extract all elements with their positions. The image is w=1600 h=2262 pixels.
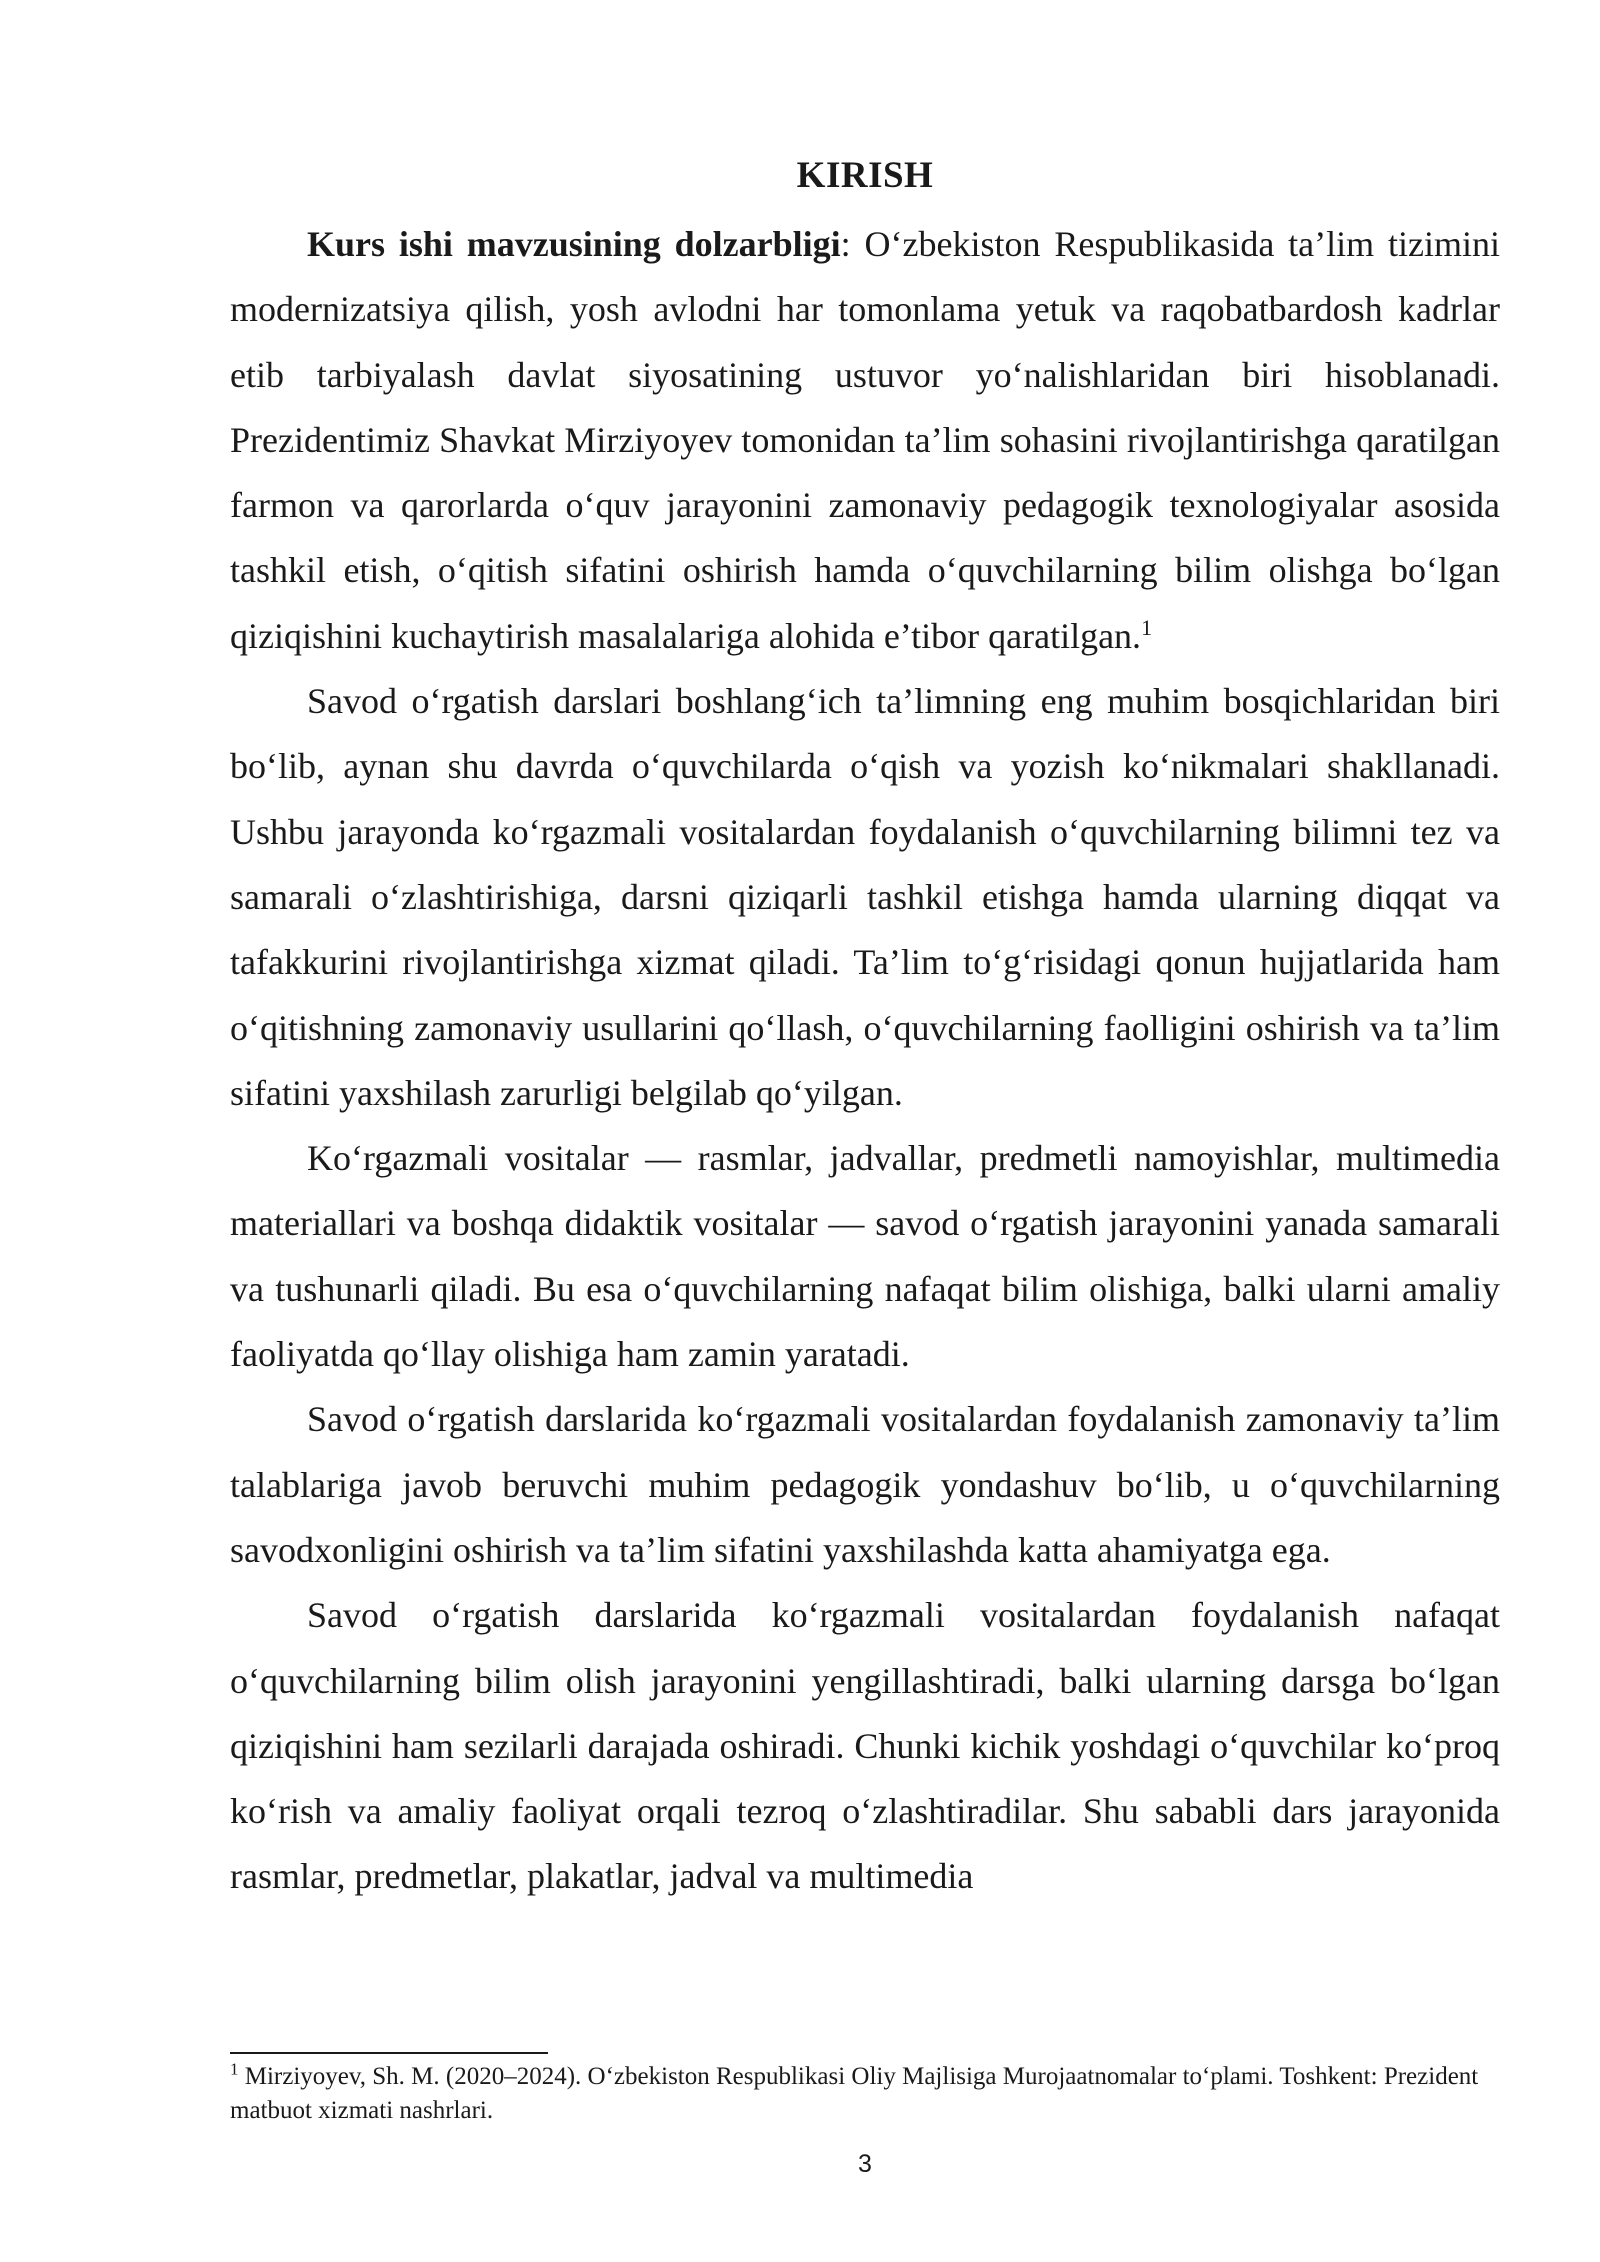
paragraph-4: Savod o‘rgatish darslarida ko‘rgazmali vositalardan foydalanish zamonaviy ta’lim talablariga javob beruvchi muhim pedagogik yondashuv bo‘lib, u o‘quvchilarning savodxonligini oshirish va ta’lim sifatini yaxshilashda katta ahamiyatga ega. [230,1399,1500,1570]
paragraph-lead: Kurs ishi mavzusining dolzarbligi [307,224,841,264]
footnote-marker: 1 [230,2059,239,2079]
paragraph-1 [230,212,1500,669]
paragraph-3: Ko‘rgazmali vositalar — rasmlar, jadvallar, predmetli namoyishlar, multimedia materiallari va boshqa didaktik vositalar — savod o‘rgatish jarayonini yanada samarali va tushunarli qiladi. Bu esa o‘quvchilarning nafaqat bilim olishiga, balki ularni amaliy faoliyatda qo‘llay olishiga ham zamin yaratadi. [230,1138,1500,1375]
footnote-text: Mirziyoyev, Sh. M. (2020–2024). O‘zbekiston Respublikasi Oliy Majlisiga Murojaatnomalar to‘plami. Toshkent: Prezident matbuot xizmati nashrlari. [230,2063,1479,2124]
page-number: 3 [858,2150,872,2178]
paragraph-5: Savod o‘rgatish darslarida ko‘rgazmali vositalardan foydalanish nafaqat o‘quvchilarning bilim olish jarayonini yengillashtiradi, balki ularning darsga bo‘lgan qiziqishini ham sezilarli darajada oshiradi. Chunki kichik yoshdagi o‘quvchilar ko‘proq ko‘rish va amaliy faoliyat orqali tezroq o‘zlashtiradilar. Shu sababli dars jarayonida rasmlar, predmetlar, plakatlar, jadval va multimedia [230,1595,1500,1897]
paragraph-text: : O‘zbekiston Respublikasida ta’lim tizimini modernizatsiya qilish, yosh avlodni har tomonlama yetuk va raqobatbardosh kadrlar etib tarbiyalash davlat siyosatining ustuvor yo‘nalishlaridan biri hisoblanadi. Prezidentimiz Shavkat Mirziyoyev tomonidan ta’lim sohasini rivojlantirishga qaratilgan farmon va qarorlarda o‘quv jarayonini zamonaviy pedagogik texnologiyalar asosida tashkil etish, o‘qitish sifatini oshirish hamda o‘quvchilarning bilim olishga bo‘lgan qiziqishini kuchaytirish masalalariga alohida e’tibor qaratilgan. [230,224,1500,656]
paragraph-2: Savod o‘rgatish darslari boshlang‘ich ta’limning eng muhim bosqichlaridan biri bo‘lib, aynan shu davrda o‘quvchilarda o‘qish va yozish ko‘nikmalari shakllanadi. Ushbu jarayonda ko‘rgazmali vositalardan foydalanish o‘quvchilarning bilimni tez va samarali o‘zlashtirishiga, darsni qiziqarli tashkil etishga hamda ularning diqqat va tafakkurini rivojlantirishga xizmat qiladi. Ta’lim to‘g‘risidagi qonun hujjatlarida ham o‘qitishning zamonaviy usullarini qo‘llash, o‘quvchilarning faolligini oshirish va ta’lim sifatini yaxshilash zarurligi belgilab qo‘yilgan. [230,681,1500,1113]
body-text [230,212,1500,1910]
footnote [230,2060,1500,2128]
footnote-separator [230,2052,548,2054]
document-page [230,150,1500,1910]
section-heading: KIRISH [796,155,934,196]
footnote-reference[interactable]: 1 [1141,614,1153,640]
